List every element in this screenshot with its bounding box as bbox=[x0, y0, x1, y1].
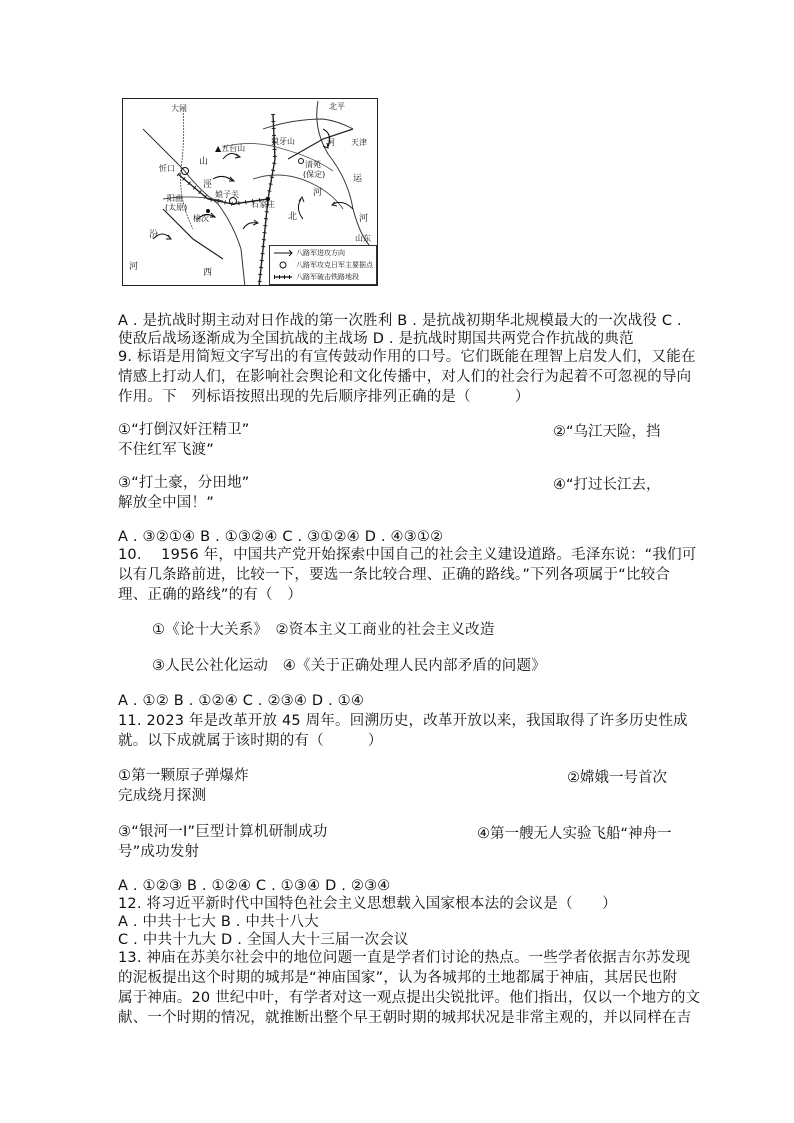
legend-stronghold: 八路军攻克日军主要据点 bbox=[296, 261, 373, 269]
q13-stem-line3: 属于神庙。20 世纪中叶，有学者对这一观点提出尖锐批评。他们指出，仅以一个地方的文 bbox=[118, 990, 701, 1006]
q9-stem-line3: 作用。下 列标语按照出现的先后顺序排列正确的是（ ） bbox=[118, 389, 530, 405]
q11-stem-line2: 就。以下成就属于该时期的有（ ） bbox=[118, 733, 383, 749]
place-label: ▲五台山 bbox=[215, 144, 246, 153]
q10-stem-line2: 以有几条路前进，比较一下，要选一条比较合理、正确的路线。”下列各项属于“比较合 bbox=[118, 567, 671, 583]
place-label: 石家庄 bbox=[251, 200, 275, 209]
place-label: (保定) bbox=[303, 170, 326, 179]
q11-option-4-cont: 号”成功发射 bbox=[118, 844, 200, 860]
place-label: 汾 bbox=[149, 230, 159, 240]
place-label: 忻口 bbox=[159, 164, 175, 173]
place-label: 北 bbox=[288, 212, 298, 222]
place-label: 山 bbox=[199, 157, 209, 167]
q9-option-2-cont: 不住红军飞渡” bbox=[118, 442, 214, 458]
place-label: 北平 bbox=[329, 102, 345, 111]
place-label: 天津 bbox=[351, 138, 367, 147]
place-label: 河 bbox=[129, 262, 139, 272]
q9-option-1: ①“打倒汉奸汪精卫” bbox=[118, 422, 250, 438]
place-label: 运 bbox=[353, 174, 363, 184]
q11-option-3: ③“银河一I”巨型计算机研制成功 bbox=[118, 824, 328, 840]
q8-options-line1: A . 是抗战时期主动对日作战的第一次胜利 B . 是抗战初期华北规模最大的一次战役 C . bbox=[118, 313, 682, 329]
q11-stem-line1: 11. 2023 年是改革开放 45 周年。回溯历史，改革开放以来，我国取得了许多历史性成 bbox=[118, 713, 688, 729]
legend-attack: 八路军进攻方向 bbox=[296, 249, 345, 257]
q13-stem-line4: 献、一个时期的情况，就推断出整个早王朝时期的城邦状况是非常主观的，并以同样在吉 bbox=[118, 1010, 692, 1026]
q12-options-cd: C . 中共十九大 D . 全国人大十三届一次会议 bbox=[118, 932, 409, 948]
q10-options-12: ①《论十大关系》 ②资本主义工商业的社会主义改造 bbox=[152, 622, 495, 638]
q11-option-2: ②嫦娥一号首次 bbox=[567, 770, 667, 786]
q11-option-2-cont: 完成绕月探测 bbox=[118, 788, 207, 804]
q12-options-ab: A . 中共十七大 B . 中共十八大 bbox=[118, 914, 319, 930]
place-label: 河 bbox=[359, 214, 369, 224]
q9-option-2: ②“乌江天险，挡 bbox=[553, 424, 661, 440]
q9-option-3: ③“打土豪，分田地” bbox=[118, 475, 250, 491]
q11-option-1: ①第一颗原子弹爆炸 bbox=[118, 768, 249, 784]
q10-stem-line3: 理、正确的路线”的有（ ） bbox=[118, 587, 303, 603]
q9-stem-line1: 9. 标语是用简短文字写出的有宣传鼓动作用的口号。它们既能在理智上启发人们，又能在 bbox=[118, 349, 696, 365]
place-label: 清苑 bbox=[305, 160, 321, 169]
place-label: 河 bbox=[313, 188, 323, 198]
q13-stem-line2: 的泥板提出这个时期的城邦是“神庙国家”，认为各城邦的土地都属于神庙，其居民也附 bbox=[118, 970, 678, 986]
place-label: 娘子关 bbox=[215, 190, 239, 199]
place-label: 狼牙山 bbox=[271, 137, 295, 146]
q8-options-line2: 使敌后战场逐渐成为全国抗战的主战场 D . 是抗战时期国共两党合作抗战的典范 bbox=[118, 331, 634, 347]
legend-railway: 八路军破击铁路地段 bbox=[296, 273, 359, 281]
q9-answer-choices: A . ③②①④ B . ①③②④ C . ③①②④ D . ④③①② bbox=[118, 529, 444, 545]
q9-option-4-cont: 解放全中国！” bbox=[118, 495, 214, 511]
q13-stem-line1: 13. 神庙在苏美尔社会中的地位问题一直是学者们讨论的热点。一些学者依据吉尔苏发现 bbox=[118, 950, 691, 966]
q12-stem: 12. 将习近平新时代中国特色社会主义思想载入国家根本法的会议是（ ） bbox=[118, 896, 617, 912]
q11-answer-choices: A . ①②③ B . ①②④ C . ①③④ D . ②③④ bbox=[118, 878, 391, 894]
place-label: (太原) bbox=[165, 203, 188, 212]
place-label: 西 bbox=[203, 268, 213, 278]
q11-option-4: ④第一艘无人实验飞船“神舟一 bbox=[477, 826, 672, 842]
q9-stem-line2: 情感上打动人们，在影响社会舆论和文化传播中，对人们的社会行为起着不可忽视的导向 bbox=[118, 369, 692, 385]
q10-stem-line1: 10. 1956 年，中国共产党开始探索中国自己的社会主义建设道路。毛泽东说：“我们可 bbox=[118, 547, 697, 563]
place-label: 山东 bbox=[355, 234, 371, 243]
q9-option-4: ④“打过长江去， bbox=[553, 477, 661, 493]
place-label: 阳曲 bbox=[167, 194, 183, 203]
hundred-regiments-battle-map bbox=[122, 98, 378, 286]
map-legend bbox=[269, 245, 377, 285]
place-label: 大同 bbox=[171, 104, 187, 113]
place-label: 河 bbox=[327, 138, 335, 147]
q10-answer-choices: A . ①② B . ①②④ C . ②③④ D . ①④ bbox=[118, 693, 365, 709]
place-label: 涇 bbox=[203, 180, 213, 190]
place-label: 榆次 bbox=[193, 214, 209, 223]
q10-options-34: ③人民公社化运动 ④《关于正确处理人民内部矛盾的问题》 bbox=[152, 658, 546, 674]
